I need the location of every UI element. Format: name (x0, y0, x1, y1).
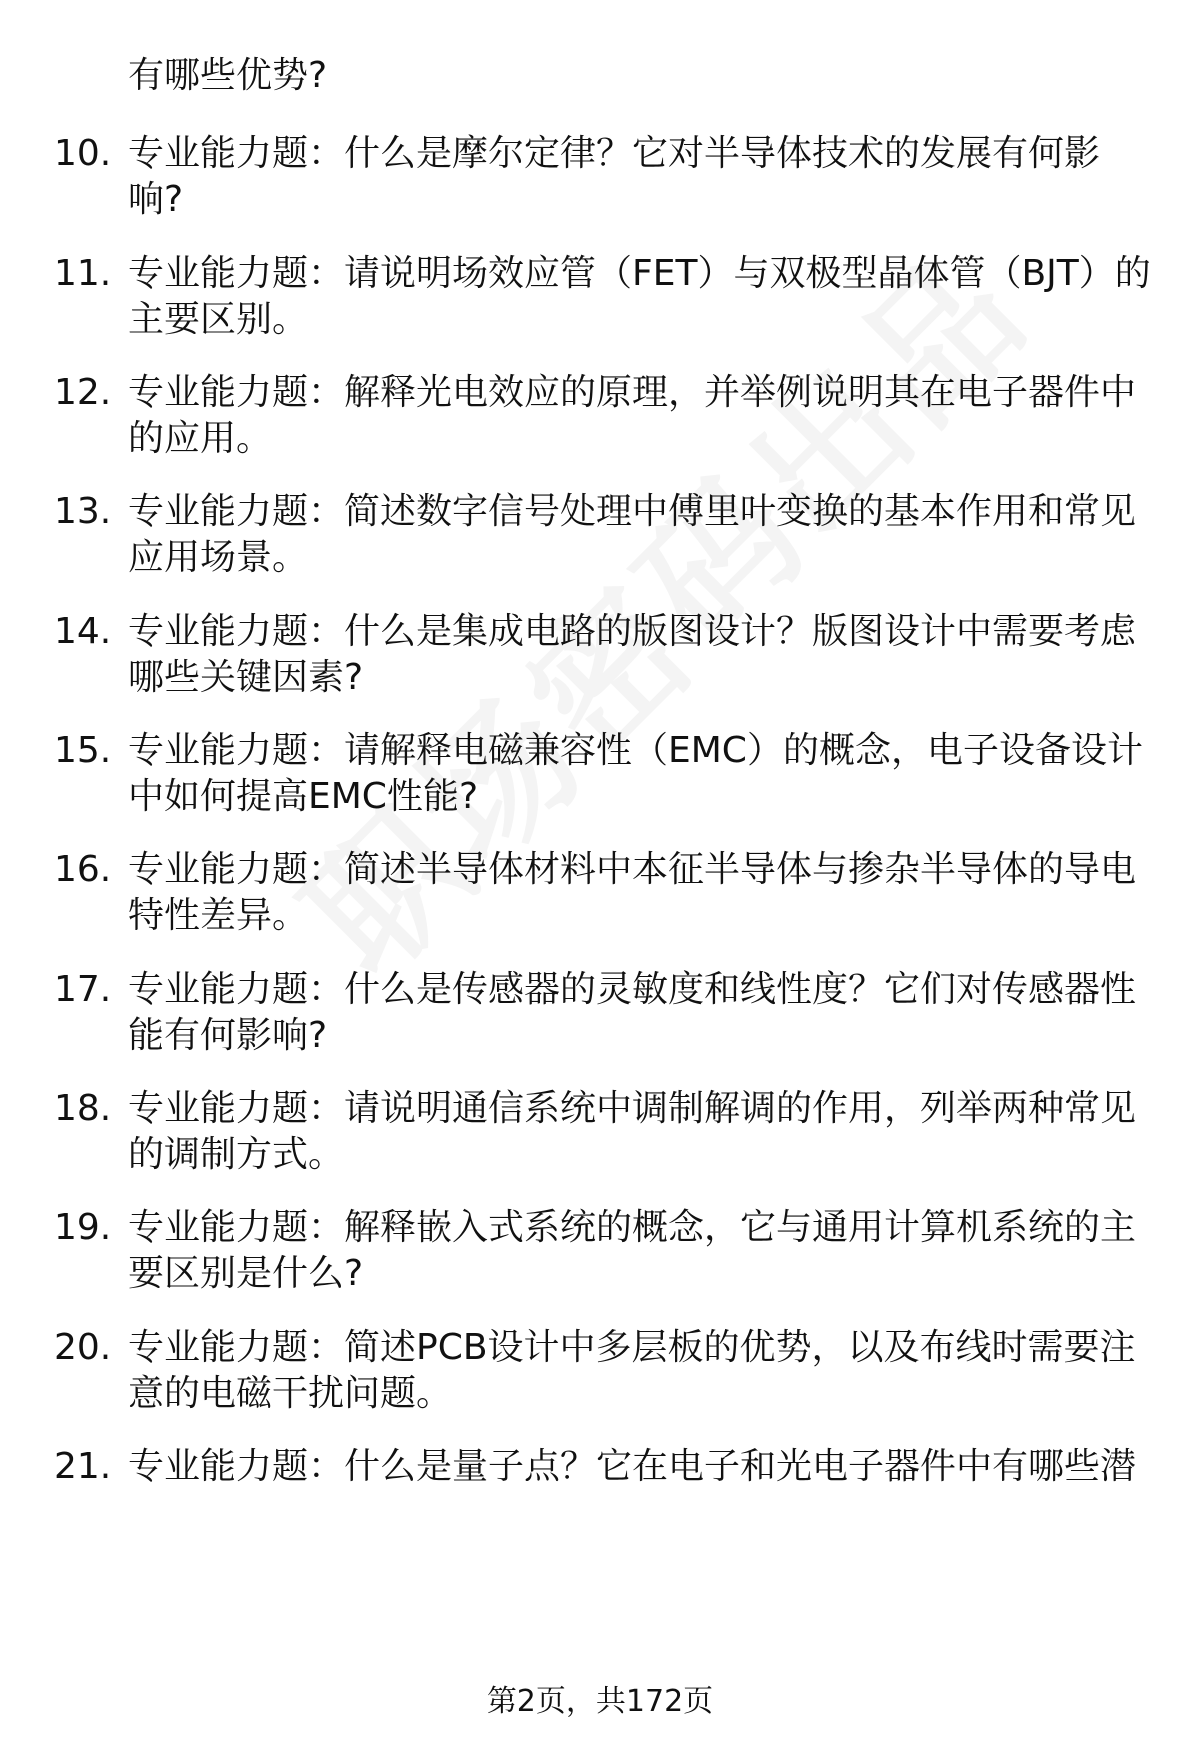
item-line-2: 中如何提高EMC性能? (128, 776, 479, 817)
item-line-1: 专业能力题：简述半导体材料中本征半导体与掺杂半导体的导电 (128, 849, 1137, 890)
item-number: 17. (54, 969, 112, 1010)
item-number: 14. (54, 611, 112, 652)
item-number: 11. (54, 253, 112, 294)
item-line-1: 专业能力题：简述数字信号处理中傅里叶变换的基本作用和常见 (128, 491, 1137, 532)
item-line-1: 专业能力题：请解释电磁兼容性（EMC）的概念，电子设备设计 (128, 730, 1143, 771)
item-number: 13. (54, 491, 112, 532)
item-number: 10. (54, 133, 112, 174)
item-number: 18. (54, 1088, 112, 1129)
item-line-1: 专业能力题：什么是集成电路的版图设计？版图设计中需要考虑 (128, 611, 1137, 652)
item-line-1: 专业能力题：什么是量子点？它在电子和光电子器件中有哪些潜 (128, 1446, 1137, 1487)
item-line-1: 专业能力题：什么是传感器的灵敏度和线性度？它们对传感器性 (128, 969, 1137, 1010)
item-number: 19. (54, 1207, 112, 1248)
item-line-2: 的应用。 (128, 418, 273, 459)
item-number: 21. (54, 1446, 112, 1487)
item-line-1: 专业能力题：请说明场效应管（FET）与双极型晶体管（BJT）的 (128, 253, 1151, 294)
item-line-1: 专业能力题：解释嵌入式系统的概念，它与通用计算机系统的主 (128, 1207, 1137, 1248)
item-line-2: 响? (128, 179, 184, 220)
item-line-1: 专业能力题：简述PCB设计中多层板的优势，以及布线时需要注 (128, 1327, 1136, 1368)
page-footer: 第2页，共172页 (486, 1684, 714, 1719)
item-number: 12. (54, 372, 112, 413)
item-line-2: 哪些关键因素? (128, 657, 364, 698)
item-line-2: 要区别是什么? (128, 1253, 364, 1294)
item-line-1: 专业能力题：请说明通信系统中调制解调的作用，列举两种常见 (128, 1088, 1137, 1129)
item-line-2: 应用场景。 (128, 537, 309, 578)
item-line-2: 意的电磁干扰问题。 (128, 1373, 453, 1414)
item-line-2: 主要区别。 (128, 299, 309, 340)
lead-text: 有哪些优势? (128, 55, 328, 96)
item-line-2: 能有何影响? (128, 1015, 328, 1056)
item-number: 16. (54, 849, 112, 890)
item-line-2: 特性差异。 (128, 895, 309, 936)
item-line-1: 专业能力题：解释光电效应的原理，并举例说明其在电子器件中 (128, 372, 1137, 413)
item-number: 20. (54, 1327, 112, 1368)
item-number: 15. (54, 730, 112, 771)
item-line-1: 专业能力题：什么是摩尔定律？它对半导体技术的发展有何影 (128, 133, 1101, 174)
item-line-2: 的调制方式。 (128, 1134, 345, 1175)
